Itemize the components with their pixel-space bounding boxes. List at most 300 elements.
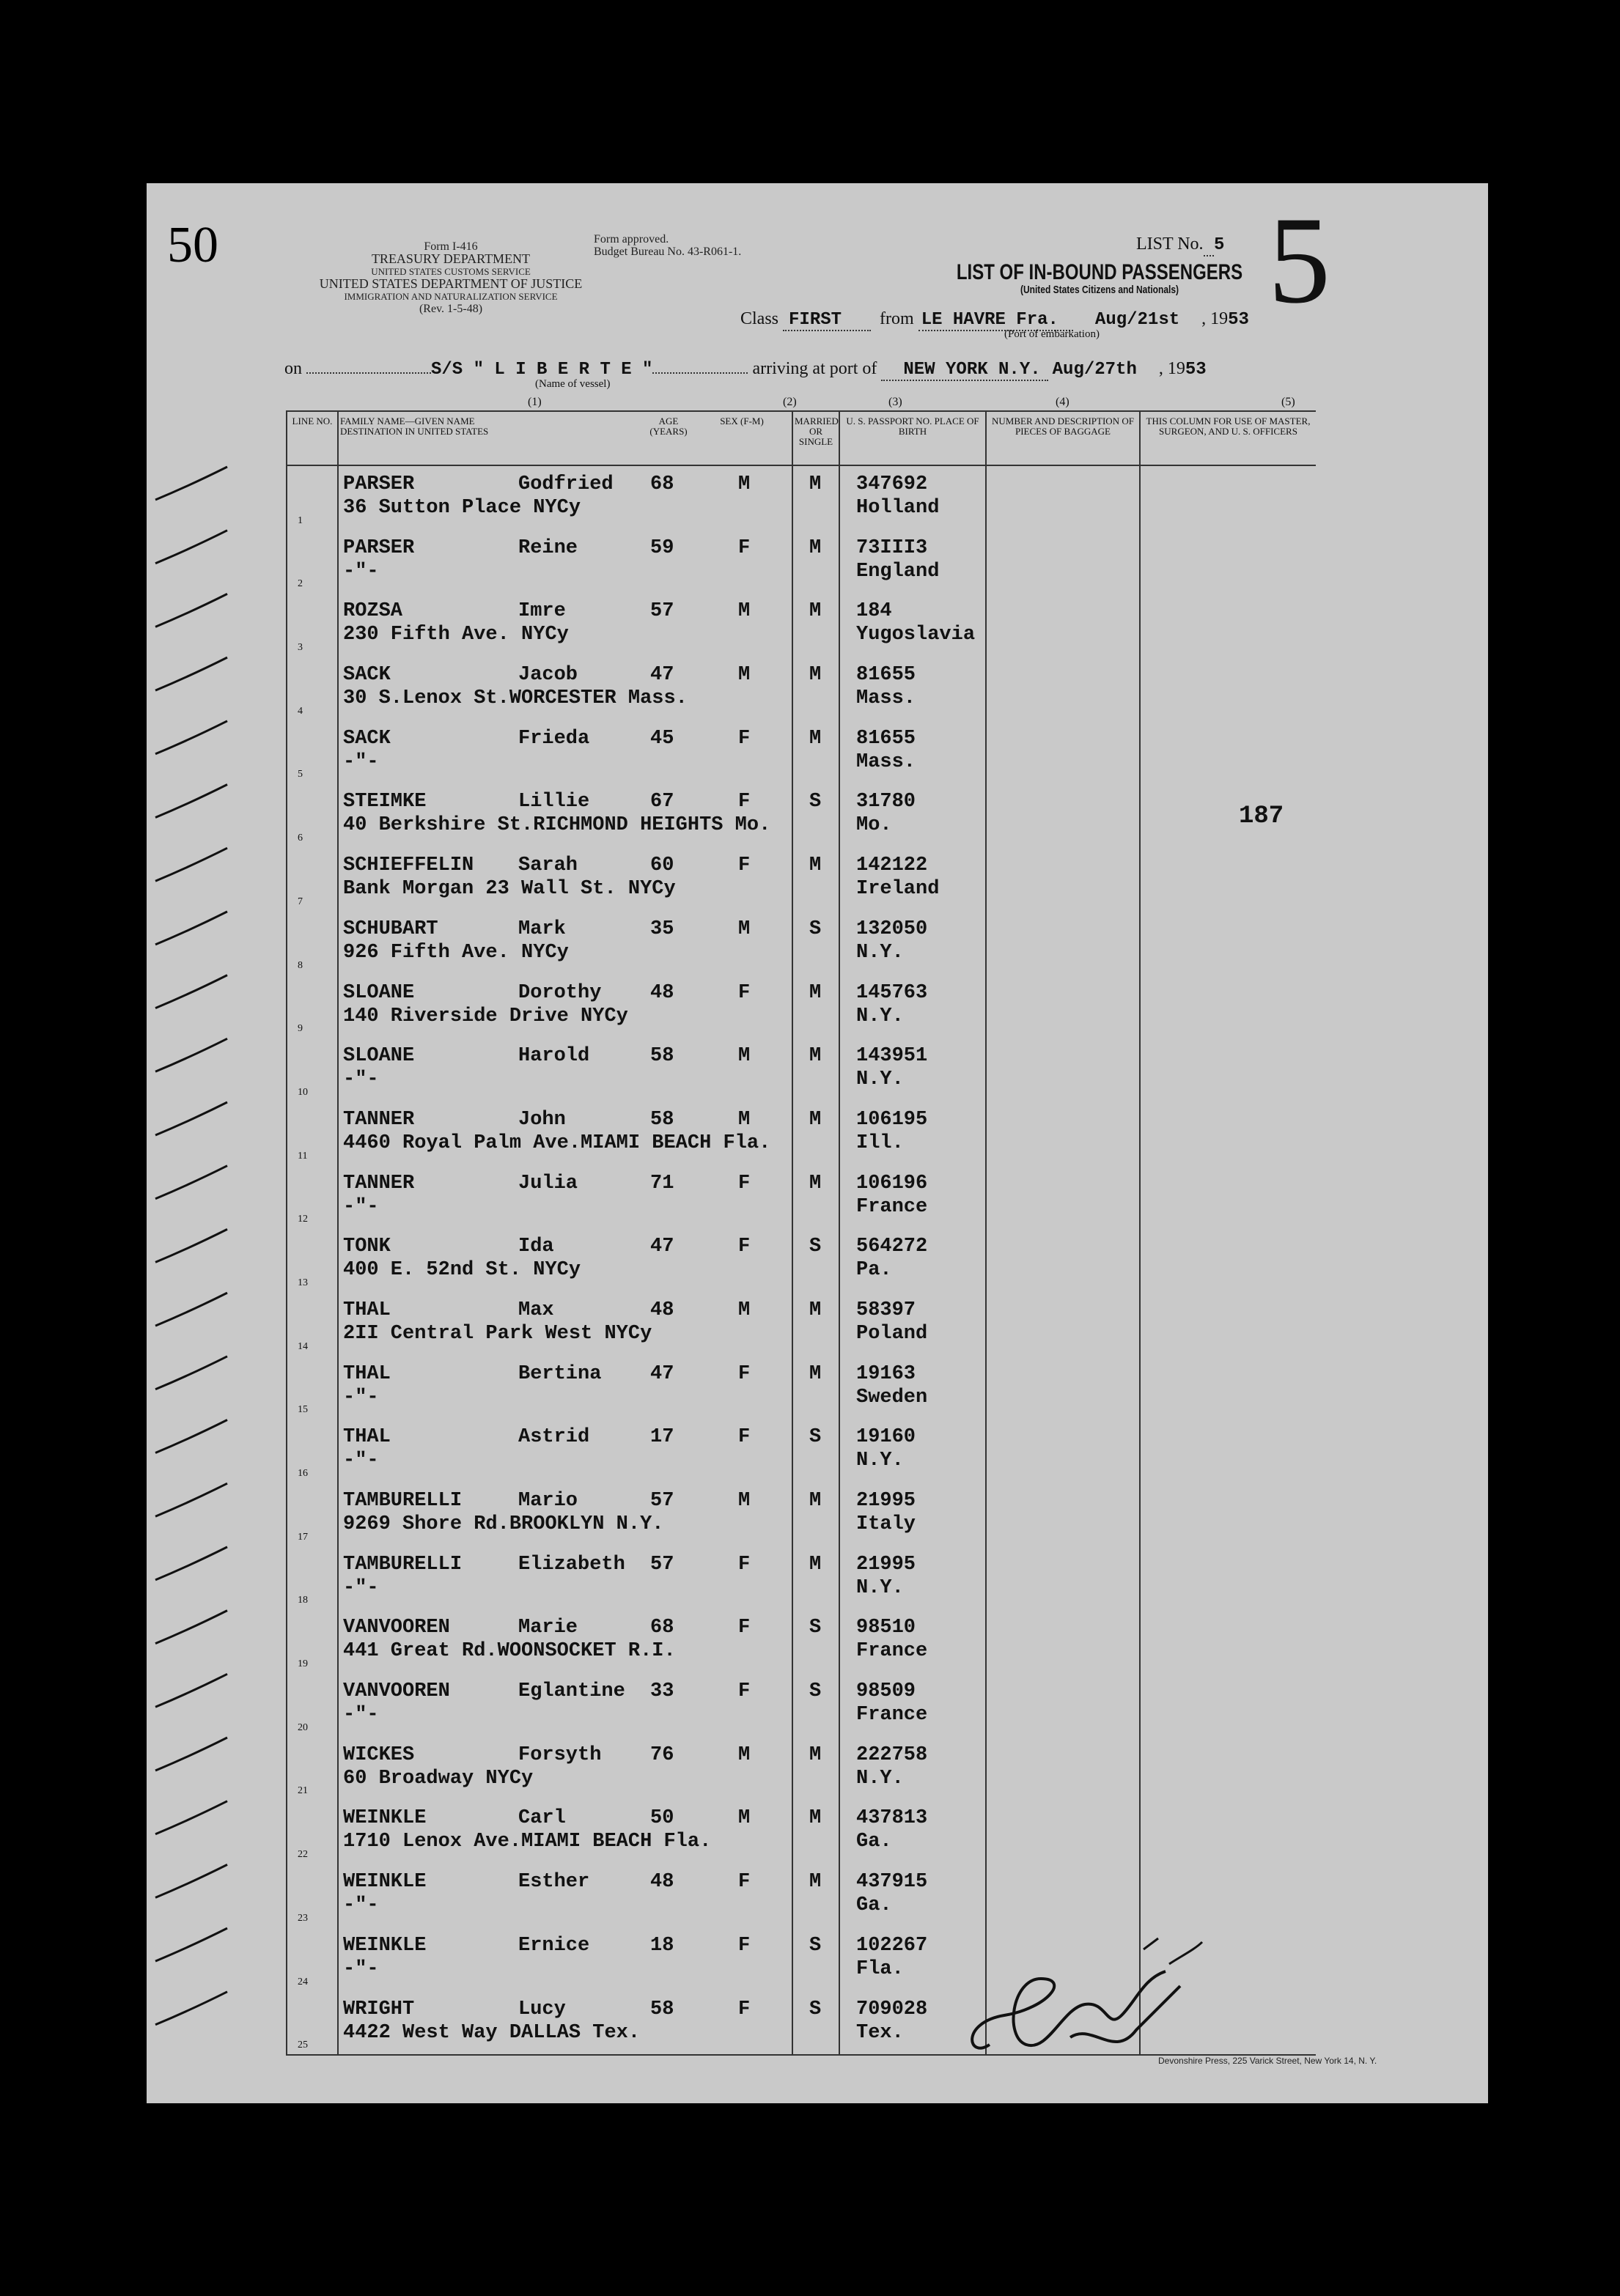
passport-number: 21995 [856,1490,916,1512]
destination: 140 Riverside Drive NYCy [343,1005,628,1027]
table-row [287,1991,1434,2056]
given-name: Mark [518,918,566,940]
cell-name [338,783,792,847]
family-name: TANNER [343,1172,415,1195]
destination: 1710 Lenox Ave.MIAMI BEACH Fla. [343,1831,712,1853]
document-subtitle: (United States Citizens and Nationals) [1020,284,1179,296]
cell-passport [839,720,986,784]
cell-passport [839,783,986,847]
birthplace: Ga. [856,1831,892,1853]
birthplace: Ga. [856,1894,892,1917]
cell-officers [1140,847,1316,911]
check-mark [155,657,227,690]
sex: F [738,536,751,559]
destination: -"- [343,1704,379,1727]
cell-name [338,1165,792,1229]
birthplace: N.Y. [856,1005,904,1027]
table-row [287,1546,1434,1610]
cell-passport [839,1292,986,1356]
sex: F [738,1236,751,1258]
age: 68 [650,1617,674,1639]
document-title: LIST OF IN-BOUND PASSENGERS (United States Citizens and Nationals) [947,260,1252,296]
given-name: Godfried [518,473,614,495]
passport-number: 102267 [856,1934,928,1957]
check-mark [155,531,227,564]
passport-number: 143951 [856,1045,928,1068]
check-mark [155,1801,227,1834]
given-name: Jacob [518,664,578,687]
cell-line: 21 [287,1737,338,1801]
passport-number: 106196 [856,1172,928,1195]
class-value: FIRST [783,310,871,331]
age: 60 [650,854,674,877]
cell-line: 9 [287,975,338,1038]
cell-line: 8 [287,911,338,975]
cell-line: 2 [287,530,338,594]
cell-line: 19 [287,1609,338,1673]
birthplace: Italy [856,1513,916,1535]
passport-number: 81655 [856,664,916,687]
cell-line: 20 [287,1673,338,1737]
family-name: SCHIEFFELIN [343,854,474,877]
col-number-2: (2) [783,396,797,408]
age: 58 [650,1045,674,1068]
cell-passport [839,593,986,657]
cell-married: M [792,1737,839,1801]
check-mark [155,594,227,627]
table-row [287,1228,1434,1292]
passport-number: 709028 [856,1998,928,2020]
birthplace: Poland [856,1322,928,1345]
cell-officers [1140,1101,1316,1165]
family-name: SCHUBART [343,918,438,940]
destination: 926 Fifth Ave. NYCy [343,941,569,964]
cell-name [338,1864,792,1927]
cell-baggage [986,783,1140,847]
table-row [287,1927,1434,1991]
sex: M [738,1807,751,1830]
check-mark [155,1674,227,1707]
destination: -"- [343,1894,379,1917]
cell-name [338,1609,792,1673]
check-mark [155,1229,227,1262]
cell-passport [839,847,986,911]
birthplace: N.Y. [856,1068,904,1091]
age: 47 [650,1236,674,1258]
family-name: SLOANE [343,981,415,1004]
destination: Bank Morgan 23 Wall St. NYCy [343,878,676,901]
passport-number: 145763 [856,981,928,1004]
check-mark [155,1611,227,1644]
check-mark [155,1547,227,1580]
birthplace: Sweden [856,1386,928,1409]
destination: 60 Broadway NYCy [343,1767,534,1790]
table-row [287,1483,1434,1546]
cell-name [338,847,792,911]
cell-name [338,1483,792,1546]
given-name: Frieda [518,727,590,750]
age: 50 [650,1807,674,1830]
cell-line: 17 [287,1483,338,1546]
cell-married: S [792,1991,839,2056]
cell-officers [1140,1546,1316,1610]
margin-note: 50 [167,217,218,273]
header-baggage: NUMBER AND DESCRIPTION OF PIECES OF BAGGAGE [986,411,1140,465]
cell-married: S [792,1673,839,1737]
birthplace: Mass. [856,687,916,710]
cell-married: M [792,1800,839,1864]
sex: F [738,1680,751,1703]
officer-annotation: 187 [1239,802,1284,830]
cell-passport [839,1546,986,1610]
cell-married: M [792,975,839,1038]
family-name: SACK [343,664,391,687]
cell-officers [1140,1419,1316,1483]
manifest-page [147,183,1488,2103]
age: 68 [650,473,674,495]
cell-passport [839,911,986,975]
passport-number: 21995 [856,1553,916,1576]
cell-baggage [986,1038,1140,1101]
check-mark [155,1166,227,1199]
header-age: AGE (YEARS) [649,416,688,437]
table-row [287,720,1434,784]
age: 47 [650,664,674,687]
destination: 36 Sutton Place NYCy [343,497,581,519]
table-row [287,1356,1434,1420]
cell-passport [839,1864,986,1927]
family-name: TANNER [343,1108,415,1131]
cell-baggage [986,657,1140,720]
family-name: THAL [343,1299,391,1321]
col-number-4: (4) [1056,396,1069,408]
header-officers: THIS COLUMN FOR USE OF MASTER, SURGEON, AND U. S. OFFICERS [1140,411,1316,465]
destination: 4422 West Way DALLAS Tex. [343,2021,641,2044]
cell-baggage [986,1101,1140,1165]
cell-officers [1140,720,1316,784]
check-mark [155,1038,227,1071]
cell-line: 3 [287,593,338,657]
header-line: LINE NO. [287,411,338,465]
destination: 9269 Shore Rd.BROOKLYN N.Y. [343,1513,664,1535]
family-name: TAMBURELLI [343,1553,463,1576]
cell-officers [1140,1609,1316,1673]
cell-line: 12 [287,1165,338,1229]
table-row [287,1419,1434,1483]
cell-passport [839,1673,986,1737]
given-name: John [518,1108,566,1131]
family-name: SLOANE [343,1045,415,1068]
age: 48 [650,1299,674,1321]
given-name: Reine [518,536,578,559]
cell-baggage [986,1546,1140,1610]
cell-name [338,1038,792,1101]
passport-number: 19163 [856,1362,916,1385]
destination: 2II Central Park West NYCy [343,1322,652,1345]
given-name: Forsyth [518,1743,602,1766]
given-name: Dorothy [518,981,602,1004]
sex: F [738,1172,751,1195]
table-row [287,847,1434,911]
cell-married: M [792,465,839,530]
cell-line: 22 [287,1800,338,1864]
sex: F [738,1362,751,1385]
class-line: Class FIRST from LE HAVRE Fra. Aug/21st , 1953 [740,309,1249,330]
destination: -"- [343,1195,379,1218]
form-approved: Form approved. [594,233,669,246]
cell-baggage [986,1483,1140,1546]
sex: M [738,600,751,623]
cell-baggage [986,1419,1140,1483]
cell-officers [1140,1483,1316,1546]
given-name: Carl [518,1807,566,1830]
cell-line: 13 [287,1228,338,1292]
vessel-name: S/S " L I B E R T E " [431,360,653,380]
cell-baggage [986,975,1140,1038]
cell-passport [839,1737,986,1801]
cell-married: M [792,1864,839,1927]
family-name: WICKES [343,1743,415,1766]
cell-officers [1140,911,1316,975]
sex: F [738,854,751,877]
cell-baggage [986,1165,1140,1229]
given-name: Bertina [518,1362,602,1385]
age: 18 [650,1934,674,1957]
cell-passport [839,975,986,1038]
destination: -"- [343,1576,379,1599]
cell-name [338,1228,792,1292]
cell-married: M [792,657,839,720]
table-row [287,465,1434,530]
cell-line: 15 [287,1356,338,1420]
given-name: Imre [518,600,566,623]
table-row [287,1038,1434,1101]
cell-married: M [792,1356,839,1420]
destination: 4460 Royal Palm Ave.MIAMI BEACH Fla. [343,1132,771,1154]
check-mark [155,1864,227,1897]
birthplace: Fla. [856,1957,904,1980]
destination: -"- [343,1450,379,1472]
destination: 230 Fifth Ave. NYCy [343,624,569,646]
cell-officers [1140,1356,1316,1420]
printer-credit: Devonshire Press, 225 Varick Street, New York 14, N. Y. [1158,2056,1377,2066]
handwritten-list-number: 5 [1268,191,1330,329]
family-name: WEINKLE [343,1807,427,1830]
given-name: Harold [518,1045,590,1068]
arrival-date: Aug/27th [1052,360,1137,380]
cell-name [338,1356,792,1420]
sex: F [738,1871,751,1894]
given-name: Marie [518,1617,578,1639]
passport-number: 73III3 [856,536,928,559]
sex: M [738,473,751,495]
embark-date: Aug/21st [1094,310,1180,330]
cell-name [338,1101,792,1165]
sex: F [738,1426,751,1449]
cell-married: S [792,783,839,847]
check-mark [155,1293,227,1326]
cell-officers [1140,1228,1316,1292]
birthplace: France [856,1704,928,1727]
cell-line: 25 [287,1991,338,2056]
age: 57 [650,1490,674,1512]
sex: M [738,1108,751,1131]
cell-baggage [986,530,1140,594]
header-married: MARRIED OR SINGLE [792,411,839,465]
cell-married: S [792,1609,839,1673]
cell-married: S [792,1419,839,1483]
given-name: Ida [518,1236,554,1258]
destination: 441 Great Rd.WOONSOCKET R.I. [343,1640,676,1663]
cell-line: 18 [287,1546,338,1610]
embark-port: LE HAVRE Fra. [918,310,1073,331]
given-name: Lucy [518,1998,566,2020]
cell-baggage [986,1673,1140,1737]
check-mark [155,912,227,945]
given-name: Ernice [518,1934,590,1957]
cell-line: 16 [287,1419,338,1483]
cell-name [338,1927,792,1991]
family-name: TAMBURELLI [343,1490,463,1512]
passport-number: 58397 [856,1299,916,1321]
family-name: VANVOOREN [343,1617,450,1639]
col-number-3: (3) [888,396,902,408]
cell-passport [839,1101,986,1165]
cell-passport [839,1800,986,1864]
cell-name [338,593,792,657]
table-row [287,1101,1434,1165]
family-name: PARSER [343,473,415,495]
given-name: Astrid [518,1426,590,1449]
table-row [287,593,1434,657]
age: 17 [650,1426,674,1449]
approval-block [594,233,858,258]
cell-married: M [792,1101,839,1165]
family-name: WEINKLE [343,1871,427,1894]
birthplace: N.Y. [856,1767,904,1790]
passport-number: 19160 [856,1426,916,1449]
age: 76 [650,1743,674,1766]
age: 71 [650,1172,674,1195]
cell-officers [1140,465,1316,530]
age: 67 [650,791,674,813]
cell-officers [1140,975,1316,1038]
passport-number: 347692 [856,473,928,495]
check-mark [155,1992,227,2025]
given-name: Lillie [518,791,590,813]
table-row [287,657,1434,720]
family-name: WEINKLE [343,1934,427,1957]
passport-number: 142122 [856,854,928,877]
given-name: Julia [518,1172,578,1195]
destination: -"- [343,1068,379,1091]
cell-officers [1140,1800,1316,1864]
cell-passport [839,1356,986,1420]
passport-number: 564272 [856,1236,928,1258]
age: 57 [650,600,674,623]
birthplace: England [856,560,940,583]
cell-baggage [986,593,1140,657]
dept-customs: UNITED STATES CUSTOMS SERVICE [371,266,531,277]
cell-name [338,657,792,720]
table-row [287,1800,1434,1864]
destination: -"- [343,560,379,583]
cell-passport [839,1483,986,1546]
check-mark [155,785,227,818]
check-mark [155,1356,227,1389]
dept-treasury: TREASURY DEPARTMENT [371,251,531,266]
age: 35 [650,918,674,940]
sex: F [738,1617,751,1639]
cell-name [338,1546,792,1610]
family-name: THAL [343,1426,391,1449]
sex: M [738,1490,751,1512]
cell-officers [1140,593,1316,657]
family-name: ROZSA [343,600,403,623]
cell-married: M [792,1038,839,1101]
cell-name [338,720,792,784]
cell-passport [839,1038,986,1101]
cell-officers [1140,1165,1316,1229]
cell-name [338,975,792,1038]
passport-number: 184 [856,600,892,623]
col-number-1: (1) [528,396,542,408]
cell-married: M [792,593,839,657]
table-row [287,911,1434,975]
destination: 400 E. 52nd St. NYCy [343,1259,581,1282]
sex: F [738,1553,751,1576]
sex: F [738,981,751,1004]
age: 33 [650,1680,674,1703]
cell-officers [1140,1292,1316,1356]
cell-baggage [986,1356,1140,1420]
cell-baggage [986,465,1140,530]
birthplace: Mass. [856,750,916,773]
table-header [287,411,1434,465]
sex: M [738,1743,751,1766]
given-name: Sarah [518,854,578,877]
age: 48 [650,981,674,1004]
cell-baggage [986,1609,1140,1673]
passport-number: 222758 [856,1743,928,1766]
cell-officers [1140,1737,1316,1801]
destination: -"- [343,1386,379,1409]
budget-bureau: Budget Bureau No. 43-R061-1. [594,246,742,258]
cell-passport [839,1609,986,1673]
table-row [287,1609,1434,1673]
check-mark [155,1738,227,1771]
destination: -"- [343,1957,379,1980]
destination: 40 Berkshire St.RICHMOND HEIGHTS Mo. [343,814,771,837]
age: 48 [650,1871,674,1894]
cell-married: S [792,911,839,975]
birthplace: Pa. [856,1259,892,1282]
check-mark [155,1102,227,1135]
cell-officers [1140,1038,1316,1101]
age: 57 [650,1553,674,1576]
birthplace: N.Y. [856,1450,904,1472]
cell-baggage [986,1292,1140,1356]
cell-married: M [792,1292,839,1356]
cell-line: 10 [287,1038,338,1101]
passport-number: 31780 [856,791,916,813]
cell-name [338,1991,792,2056]
cell-officers [1140,657,1316,720]
passport-number: 98510 [856,1617,916,1639]
cell-name [338,465,792,530]
cell-name [338,1292,792,1356]
margin-check-marks [147,425,235,2074]
